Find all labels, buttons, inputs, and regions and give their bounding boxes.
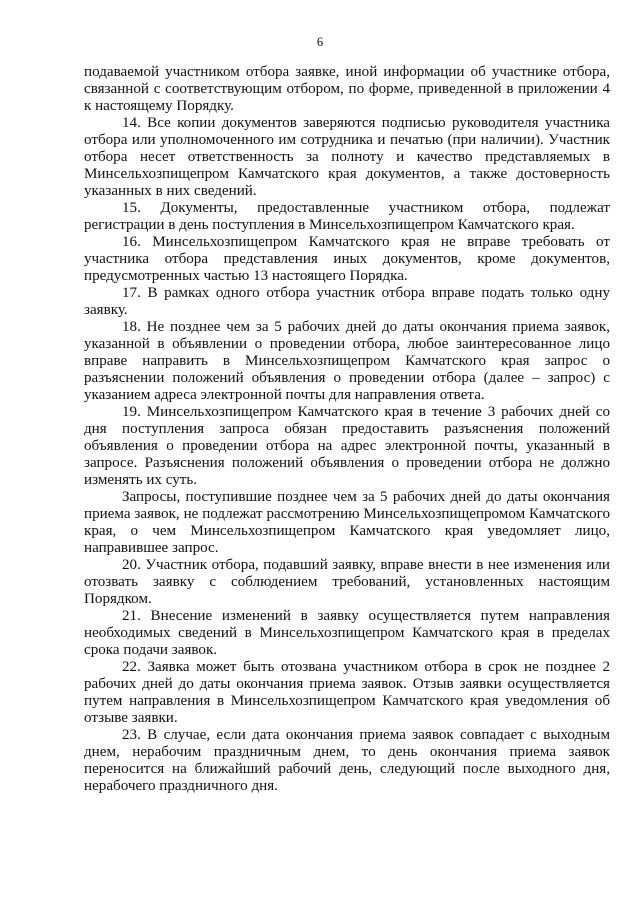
paragraph-16: 16. Минсельхозпищепром Камчатского края не вправе требовать от участника отбора представления иных документов, кроме документов, предусмотренных частью 13 настоящего Порядка.	[84, 234, 610, 284]
paragraph-14: 14. Все копии документов заверяются подписью руководителя участника отбора или уполномоченного им сотрудника и печатью (при наличии). Участник отбора несет ответственность за полноту и качество представляемых в Минсельхозпищепром Камчатского края документов, а также достоверность указанных в них сведений.	[84, 115, 610, 199]
document-body	[84, 64, 610, 795]
paragraph-15: 15. Документы, предоставленные участником отбора, подлежат регистрации в день поступления в Минсельхозпищепром Камчатского края.	[84, 200, 610, 233]
paragraph-continuation: подаваемой участником отбора заявке, иной информации об участнике отбора, связанной с соответствующим отбором, по форме, приведенной в приложении 4 к настоящему Порядку.	[84, 64, 610, 114]
page-number: 6	[316, 35, 324, 49]
paragraph-21: 21. Внесение изменений в заявку осуществляется путем направления необходимых сведений в Минсельхозпищепром Камчатского края в пределах срока подачи заявок.	[84, 608, 610, 658]
paragraph-20: 20. Участник отбора, подавший заявку, вправе внести в нее изменения или отозвать заявку с соблюдением требований, установленных настоящим Порядком.	[84, 557, 610, 607]
paragraph-17: 17. В рамках одного отбора участник отбора вправе подать только одну заявку.	[84, 285, 610, 318]
paragraph-22: 22. Заявка может быть отозвана участником отбора в срок не позднее 2 рабочих дней до даты окончания приема заявок. Отзыв заявки осуществляется путем направления в Минсельхозпищепром Камчатского края уведомления об отзыве заявки.	[84, 659, 610, 726]
paragraph-23: 23. В случае, если дата окончания приема заявок совпадает с выходным днем, нерабочим праздничным днем, то день окончания приема заявок переносится на ближайший рабочий день, следующий после выходного дня, нерабочего праздничного дня.	[84, 727, 610, 794]
paragraph-19: 19. Минсельхозпищепром Камчатского края в течение 3 рабочих дней со дня поступления запроса обязан предоставить разъяснения положений объявления о проведении отбора на адрес электронной почты, указанный в запросе. Разъяснения положений объявления о проведении отбора не должно изменять их суть.	[84, 404, 610, 488]
paragraph-19-requests: Запросы, поступившие позднее чем за 5 рабочих дней до даты окончания приема заявок, не подлежат рассмотрению Минсельхозпищепромом Камчатского края, о чем Минсельхозпищепром Камчатского края уведомляет лицо, направившее запрос.	[84, 489, 610, 556]
paragraph-18: 18. Не позднее чем за 5 рабочих дней до даты окончания приема заявок, указанной в объявлении о проведении отбора, любое заинтересованное лицо вправе направить в Минсельхозпищепром Камчатского края запрос о разъяснении положений объявления о проведении отбора (далее – запрос) с указанием адреса электронной почты для направления ответа.	[84, 319, 610, 403]
